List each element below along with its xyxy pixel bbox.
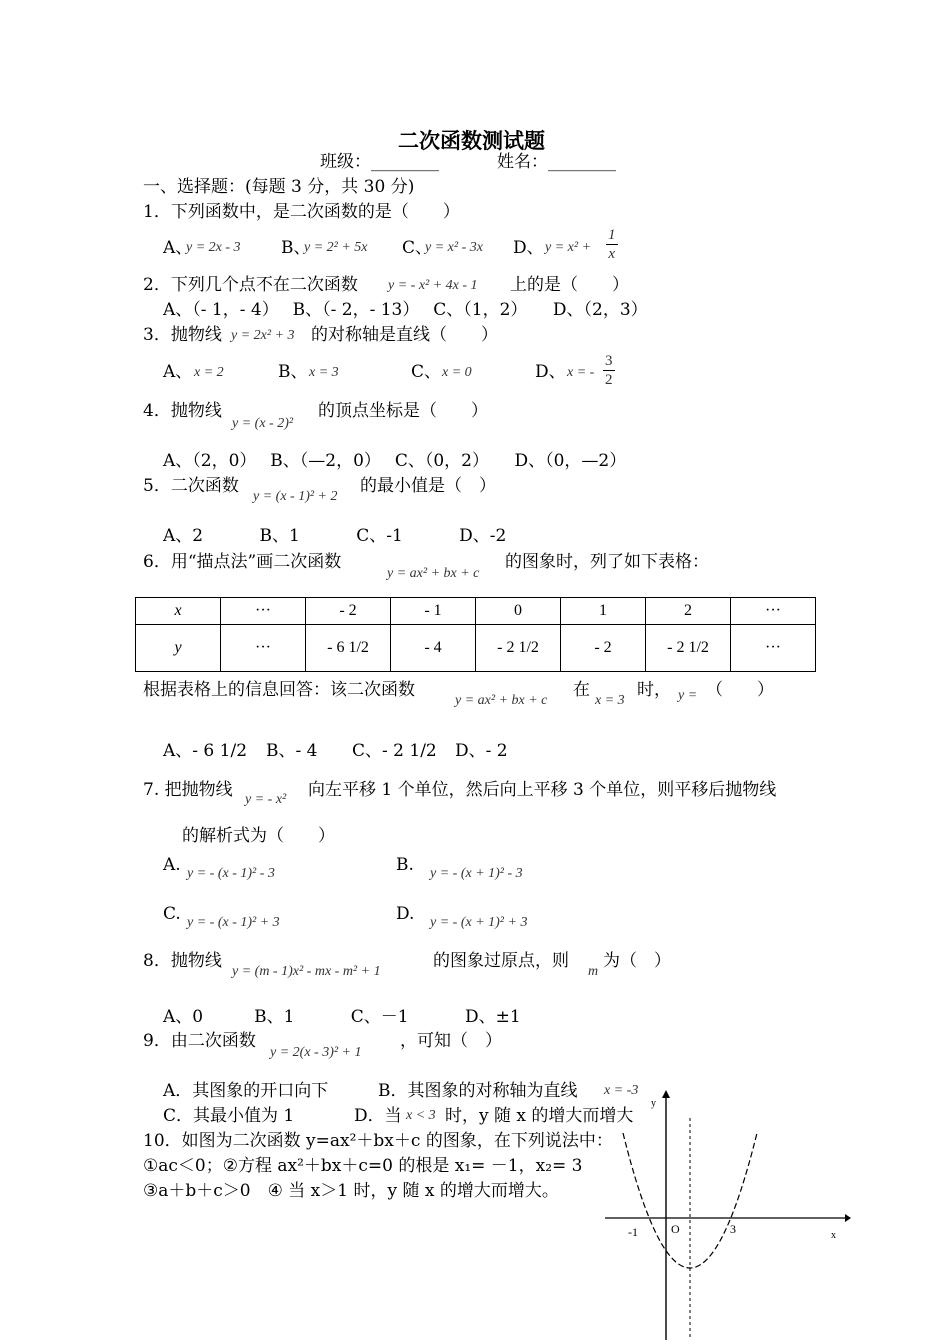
root-neg1-label: -1 [628, 1225, 638, 1239]
name-field: 姓名：________ [497, 152, 616, 172]
q8-stem-end: 为（ ） [603, 951, 671, 971]
q9-stem-start: 9．由二次函数 [143, 1031, 256, 1051]
table-cell: 2 [646, 598, 731, 625]
table-cell: x [136, 598, 221, 625]
x-axis-label: x [831, 1230, 836, 1241]
parabola-graph [595, 1088, 855, 1340]
table-cell: ··· [221, 598, 306, 625]
q1-option-a-label: A、 [163, 238, 193, 258]
q9-stem-math: y = 2(x - 3)² + 1 [270, 1045, 362, 1060]
q6-stem-math: y = ax² + bx + c [387, 566, 480, 581]
q7-option-c-math: y = - (x - 1)² + 3 [187, 915, 280, 930]
table-cell: - 1 [391, 598, 476, 625]
q3-stem-math: y = 2x² + 3 [231, 328, 295, 343]
q8-stem-m: m [588, 964, 599, 979]
q5-stem-end: 的最小值是（ ） [360, 476, 496, 496]
q9-option-d-start: D．当 [354, 1106, 402, 1126]
q9-option-d-math: x < 3 [406, 1108, 436, 1123]
q7-stem-start: 7. 把抛物线 [143, 780, 233, 800]
q4-stem-end: 的顶点坐标是（ ） [318, 401, 488, 421]
q9-stem-end: ，可知（ ） [400, 1031, 502, 1051]
q5-stem-math: y = (x - 1)² + 2 [253, 489, 338, 504]
q1-option-d-label: D、 [513, 238, 544, 258]
q8-options: A、0 B、1 C、－1 D、±1 [163, 1007, 521, 1027]
table-cell: ··· [731, 625, 816, 672]
q1-option-c-label: C、 [402, 238, 433, 258]
origin-label: O [671, 1222, 680, 1236]
q7-option-d-math: y = - (x + 1)² + 3 [430, 915, 528, 930]
q6-follow-start: 根据表格上的信息回答：该二次函数 [143, 680, 415, 700]
q2-options: A、（- 1，- 4） B、（- 2，- 13） C、（1，2） D、（2，3） [163, 300, 648, 320]
q3-option-a-math: x = 2 [194, 365, 224, 380]
q6-follow-math2: x = 3 [595, 693, 625, 708]
table-cell: y [136, 625, 221, 672]
table-cell: - 2 1/2 [646, 625, 731, 672]
table-cell: - 2 1/2 [476, 625, 561, 672]
q6-stem-end: 的图象时，列了如下表格： [505, 552, 709, 572]
q3-option-d-fraction: $\frac{3}{2}$ [605, 353, 613, 388]
q6-option-d: D、- 2 [455, 741, 508, 761]
q6-follow-when: 时， [637, 680, 671, 700]
q8-stem-math: y = (m - 1)x² - mx - m² + 1 [232, 964, 381, 979]
q3-option-d-label: D、 [535, 362, 566, 382]
table-cell: - 2 [561, 625, 646, 672]
q3-option-b-label: B、 [278, 362, 308, 382]
q2-stem-end: 上的是（ ） [510, 275, 629, 295]
q3-option-c-label: C、 [411, 362, 442, 382]
q7-option-d-label: D. [396, 904, 415, 924]
q9-option-d-end: 时，y 随 x 的增大而增大 [445, 1106, 634, 1126]
q5-options: A、2 B、1 C、-1 D、-2 [163, 526, 507, 546]
q7-stem-line2: 的解析式为（ ） [182, 826, 335, 846]
q5-stem-start: 5．二次函数 [143, 476, 239, 496]
q3-option-b-math: x = 3 [309, 365, 339, 380]
q6-follow-math3: y = [678, 688, 698, 703]
q8-stem-mid: 的图象过原点，则 [433, 951, 569, 971]
q9-option-b-math: x = -3 [604, 1083, 639, 1098]
q6-option-b: B、- 4 [266, 741, 318, 761]
q6-stem-start: 6．用“描点法”画二次函数 [143, 552, 342, 572]
q1-option-c-math: y = x² - 3x [425, 240, 483, 255]
q7-option-c-label: C. [163, 904, 181, 924]
value-table [135, 597, 816, 672]
q7-stem-end: 向左平移 1 个单位，然后向上平移 3 个单位，则平移后抛物线 [308, 780, 777, 800]
q4-stem-start: 4．抛物线 [143, 401, 222, 421]
q3-option-c-math: x = 0 [442, 365, 472, 380]
q7-option-a-math: y = - (x - 1)² - 3 [187, 866, 275, 881]
q10-line1: 10．如图为二次函数 y=ax²＋bx＋c 的图象，在下列说法中： [143, 1131, 613, 1151]
q1-option-d-math: y = x² + [545, 240, 592, 255]
q7-stem-math: y = - x² [245, 792, 287, 807]
q3-option-a-label: A、 [163, 362, 193, 382]
q9-option-b: B．其图象的对称轴为直线 [378, 1081, 578, 1101]
q4-options: A、（2，0） B、（—2，0） C、（0，2） D、（0，—2） [163, 451, 627, 471]
q4-stem-math: y = (x - 2)² [232, 416, 294, 431]
parabola-curve [623, 1133, 757, 1268]
q2-stem-start: 2．下列几个点不在二次函数 [143, 275, 358, 295]
q6-option-a: A、- 6 1/2 [163, 741, 248, 761]
page-title: 二次函数测试题 [398, 129, 545, 153]
table-row [136, 598, 816, 625]
table-cell: - 2 [306, 598, 391, 625]
table-cell: 1 [561, 598, 646, 625]
root-3-label: 3 [730, 1222, 736, 1236]
q6-follow-blank: （ ） [706, 680, 774, 700]
table-cell: ··· [221, 625, 306, 672]
q9-option-a: A．其图象的开口向下 [163, 1081, 329, 1101]
y-axis-arrow [662, 1090, 670, 1098]
table-cell: - 4 [391, 625, 476, 672]
x-axis-arrow [845, 1214, 851, 1222]
y-axis-label: y [651, 1098, 656, 1109]
q7-option-b-math: y = - (x + 1)² - 3 [430, 866, 523, 881]
q1-stem: 1．下列函数中，是二次函数的是（ ） [143, 202, 460, 222]
q10-line2: ①ac＜0；②方程 ax²＋bx＋c=0 的根是 x₁= －1，x₂= 3 [143, 1156, 583, 1176]
class-field: 班级：________ [320, 152, 439, 172]
q1-option-a-math: y = 2x - 3 [186, 240, 241, 255]
q3-stem-end: 的对称轴是直线（ ） [311, 325, 498, 345]
q1-option-b-label: B、 [281, 238, 311, 258]
table-cell: ··· [731, 598, 816, 625]
q7-option-a-label: A. [163, 855, 181, 875]
q3-option-d-math: x = - [567, 365, 595, 380]
q3-stem-start: 3．抛物线 [143, 325, 222, 345]
table-row [136, 625, 816, 672]
q6-option-c: C、- 2 1/2 [352, 741, 437, 761]
q7-option-b-label: B. [396, 855, 414, 875]
q1-option-b-math: y = 2² + 5x [304, 240, 368, 255]
table-cell: - 6 1/2 [306, 625, 391, 672]
q6-follow-in: 在 [573, 680, 590, 700]
section-heading: 一、选择题：(每题 3 分，共 30 分) [143, 177, 415, 197]
q6-follow-math: y = ax² + bx + c [455, 693, 548, 708]
q9-option-c: C．其最小值为 1 [163, 1106, 295, 1126]
table-cell: 0 [476, 598, 561, 625]
q10-line3: ③a＋b＋c＞0 ④ 当 x＞1 时，y 随 x 的增大而增大。 [143, 1181, 559, 1201]
q1-option-d-fraction: $\frac{1}{x}$ [608, 227, 616, 262]
q2-stem-math: y = - x² + 4x - 1 [388, 278, 478, 293]
q8-stem-start: 8．抛物线 [143, 951, 222, 971]
